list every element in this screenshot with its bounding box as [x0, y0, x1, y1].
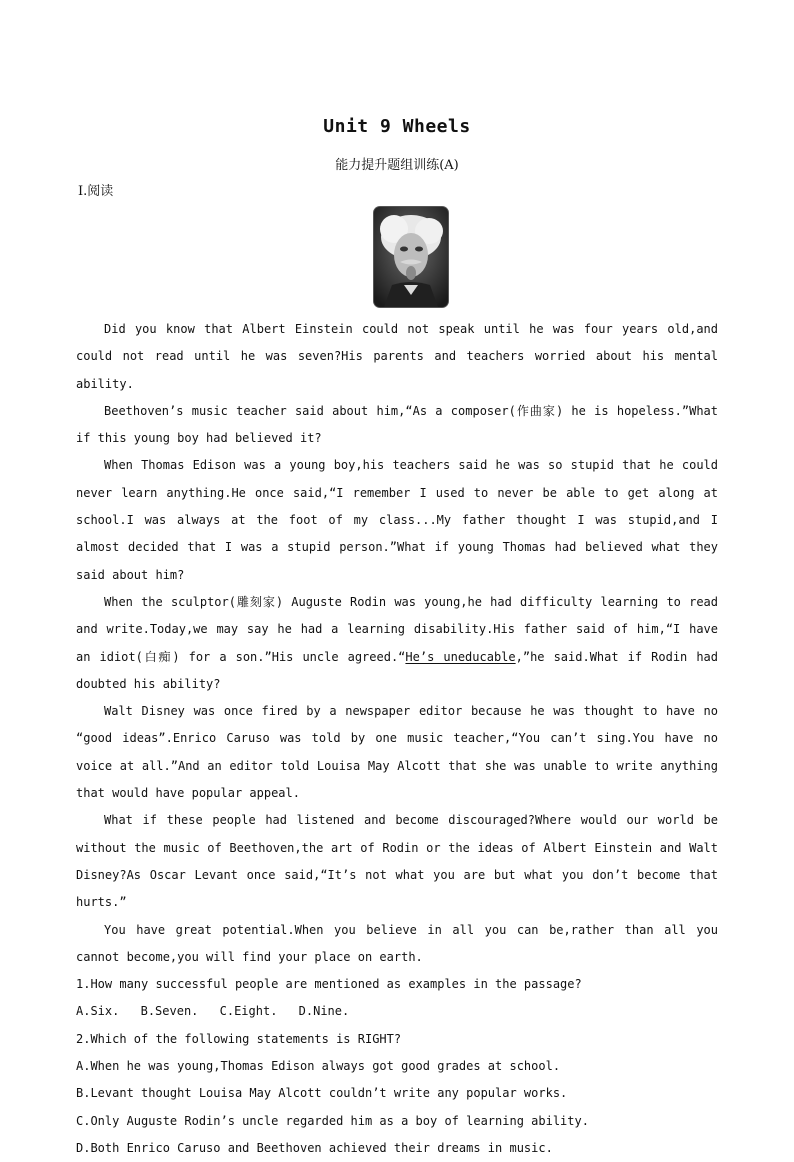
- question-stem: 2.Which of the following statements is RIGHT?: [76, 1031, 402, 1046]
- section-heading: Ⅰ.阅读: [78, 184, 114, 199]
- option-c: C.Only Auguste Rodin’s uncle regarded him as a boy of learning ability.: [76, 1113, 589, 1128]
- passage-paragraph: What if these people had listened and become discouraged?Where would our world be without the music of Beethoven,the art of Rodin or the ideas of Albert Einstein and Walt Disney?As Oscar Levant once said,“It’s not what you are but what you don’t become that hurts.”: [76, 813, 718, 910]
- option-c: C.Eight.: [219, 1004, 278, 1019]
- option-a: A.Six.: [76, 1004, 120, 1019]
- passage-text: When the sculptor(雕刻家) Auguste Rodin was young,he had difficulty learning to read and write.Today,we may say he had a learning disability.His father said of him,“I have an idiot(白痴) for a son.”His uncle agreed.“: [76, 594, 718, 664]
- einstein-portrait-icon: [374, 207, 448, 307]
- passage-paragraph: You have great potential.When you believe in all you can be,rather than all you cannot become,you will find your place on earth.: [76, 922, 718, 964]
- passage-paragraph: When Thomas Edison was a young boy,his teachers said he was so stupid that he could never learn anything.He once said,“I remember I used to never be able to get along at school.I was always at the foot of my class...My father thought I was stupid,and I almost decided that I was a stupid person.”What if young Thomas had believed what they said about him?: [76, 458, 718, 582]
- einstein-photo: [374, 207, 448, 307]
- passage-paragraph: Walt Disney was once fired by a newspaper editor because he was thought to have no “good ideas”.Enrico Caruso was told by one music teacher,“You can’t sing.You have no voice at all.”And an editor told Louisa May Alcott that she was unable to write anything that would have popular appeal.: [76, 704, 718, 801]
- page-subtitle: 能力提升题组训练(A): [335, 158, 459, 173]
- passage-paragraph: Did you know that Albert Einstein could not speak until he was four years old,and could not read until he was seven?His parents and teachers worried about his mental ability.: [76, 322, 718, 391]
- page-title: Unit 9 Wheels: [323, 116, 471, 137]
- passage-paragraph: [76, 589, 718, 698]
- option-a: A.When he was young,Thomas Edison always got good grades at school.: [76, 1059, 561, 1074]
- reading-body: [76, 316, 718, 1162]
- option-b: B.Levant thought Louisa May Alcott couldn’t write any popular works.: [76, 1086, 568, 1101]
- question-stem: 1.How many successful people are mentioned as examples in the passage?: [76, 977, 582, 992]
- option-b: B.Seven.: [140, 1004, 199, 1019]
- underlined-phrase: He’s uneducable: [405, 649, 516, 664]
- passage-paragraph: Beethoven’s music teacher said about him,“As a composer(作曲家) he is hopeless.”What if this young boy had believed it?: [76, 403, 718, 446]
- option-d: D.Nine.: [298, 1004, 350, 1019]
- option-d: D.Both Enrico Caruso and Beethoven achieved their dreams in music.: [76, 1140, 553, 1155]
- question-options: [76, 998, 718, 1025]
- passage-text: ,”he said.What if Rodin had doubted his ability?: [76, 649, 718, 691]
